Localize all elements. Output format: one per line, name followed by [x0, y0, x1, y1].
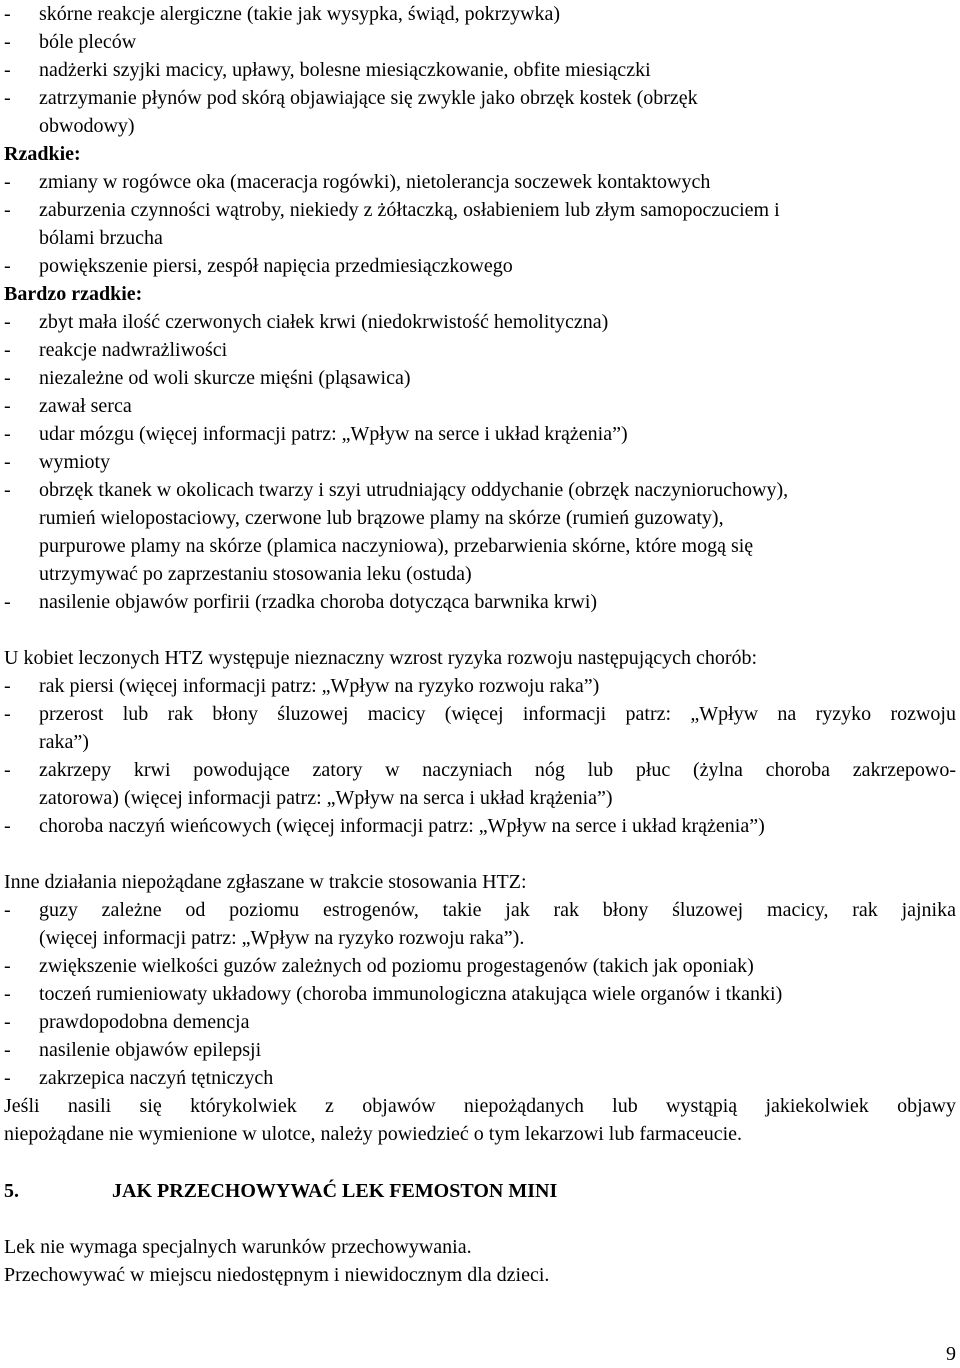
list-item-text: obrzęk tkanek w okolicach twarzy i szyi utrudniający oddychanie (obrzęk naczynioruchowy), — [39, 479, 789, 501]
list-item — [4, 0, 956, 28]
bullet-dash: - — [4, 367, 11, 389]
list-item — [4, 588, 956, 616]
list-item-text: zatrzymanie płynów pod skórą objawiające się zwykle jako obrzęk kostek (obrzęk — [39, 87, 698, 109]
htz-intro: U kobiet leczonych HTZ występuje nieznaczny wzrost ryzyka rozwoju następujących chorób: — [4, 647, 758, 669]
list-item-text: zbyt mała ilość czerwonych ciałek krwi (niedokrwistość hemolityczna) — [39, 311, 609, 333]
bullet-dash: - — [4, 171, 11, 193]
list-item-text: skórne reakcje alergiczne (takie jak wysypka, świąd, pokrzywka) — [39, 3, 561, 25]
list-item-continuation: zatorowa) (więcej informacji patrz: „Wpływ na serca i układ krążenia”) — [39, 787, 613, 809]
list-item — [4, 196, 956, 224]
storage-line: Lek nie wymaga specjalnych warunków przechowywania. — [4, 1236, 472, 1258]
bullet-dash: - — [4, 1011, 11, 1033]
bullet-dash: - — [4, 31, 11, 53]
bullet-dash: - — [4, 423, 11, 445]
bullet-dash: - — [4, 1067, 11, 1089]
list-item-text: bóle pleców — [39, 31, 137, 53]
list-item — [4, 756, 956, 784]
spacer — [4, 840, 956, 868]
spacer — [4, 1148, 956, 1176]
list-item — [4, 56, 956, 84]
list-item-continuation: purpurowe plamy na skórze (plamica naczyniowa), przebarwienia skórne, które mogą się — [39, 535, 754, 557]
section-title: JAK PRZECHOWYWAĆ LEK FEMOSTON MINI — [112, 1180, 558, 1202]
section-heading-rare: Rzadkie: — [4, 143, 81, 165]
list-item — [4, 168, 956, 196]
storage-line: Przechowywać w miejscu niedostępnym i niewidocznym dla dzieci. — [4, 1264, 550, 1286]
bullet-dash: - — [4, 479, 11, 501]
list-item-text: nasilenie objawów porfirii (rzadka choroba dotycząca barwnika krwi) — [39, 591, 598, 613]
list-item-text: zmiany w rogówce oka (maceracja rogówki), nietolerancja soczewek kontaktowych — [39, 171, 711, 193]
bullet-dash: - — [4, 199, 11, 221]
bullet-dash: - — [4, 815, 11, 837]
bullet-dash: - — [4, 311, 11, 333]
list-item — [4, 952, 956, 980]
list-item — [4, 476, 956, 504]
list-item-text: wymioty — [39, 451, 111, 473]
list-item-text: zakrzepica naczyń tętniczych — [39, 1067, 274, 1089]
list-item — [4, 1008, 956, 1036]
list-item — [4, 364, 956, 392]
list-item-text: guzy zależne od poziomu estrogenów, takie jak rak błony śluzowej macicy, rak jajnika — [39, 899, 956, 921]
list-item — [4, 1064, 956, 1092]
list-item — [4, 672, 956, 700]
bullet-dash: - — [4, 955, 11, 977]
list-item-text: prawdopodobna demencja — [39, 1011, 250, 1033]
list-item-text: nadżerki szyjki macicy, upławy, bolesne miesiączkowanie, obfite miesiączki — [39, 59, 651, 81]
list-item — [4, 448, 956, 476]
list-item-continuation: obwodowy) — [39, 115, 135, 137]
section-number: 5. — [4, 1180, 19, 1202]
bullet-dash: - — [4, 59, 11, 81]
bullet-dash: - — [4, 899, 11, 921]
list-item — [4, 28, 956, 56]
list-item-text: niezależne od woli skurcze mięśni (pląsawica) — [39, 367, 411, 389]
list-item-text: rak piersi (więcej informacji patrz: „Wpływ na ryzyko rozwoju raka”) — [39, 675, 600, 697]
bullet-dash: - — [4, 703, 11, 725]
list-item-continuation: (więcej informacji patrz: „Wpływ na ryzyko rozwoju raka”). — [39, 927, 525, 949]
list-item — [4, 812, 956, 840]
list-item-text: choroba naczyń wieńcowych (więcej informacji patrz: „Wpływ na serce i układ krążenia”) — [39, 815, 765, 837]
list-item-text: nasilenie objawów epilepsji — [39, 1039, 262, 1061]
bullet-dash: - — [4, 759, 11, 781]
list-item-text: powiększenie piersi, zespół napięcia przedmiesiączkowego — [39, 255, 513, 277]
list-item — [4, 1036, 956, 1064]
list-item-text: przerost lub rak błony śluzowej macicy (więcej informacji patrz: „Wpływ na ryzyko rozwoju — [39, 703, 956, 725]
list-item — [4, 700, 956, 728]
bullet-dash: - — [4, 395, 11, 417]
list-item-continuation: raka”) — [39, 731, 89, 753]
list-item — [4, 392, 956, 420]
closing-paragraph-line: niepożądane nie wymienione w ulotce, należy powiedzieć o tym lekarzowi lub farmaceucie. — [4, 1123, 743, 1145]
list-item-text: toczeń rumieniowaty układowy (choroba immunologiczna atakująca wiele organów i tkanki) — [39, 983, 783, 1005]
list-item — [4, 896, 956, 924]
section-5-heading — [4, 1177, 956, 1205]
list-item — [4, 308, 956, 336]
list-item-text: zawał serca — [39, 395, 132, 417]
spacer — [4, 1205, 956, 1233]
list-item — [4, 980, 956, 1008]
other-intro: Inne działania niepożądane zgłaszane w trakcie stosowania HTZ: — [4, 871, 527, 893]
list-item — [4, 336, 956, 364]
list-item-text: udar mózgu (więcej informacji patrz: „Wpływ na serce i układ krążenia”) — [39, 423, 628, 445]
bullet-dash: - — [4, 339, 11, 361]
bullet-dash: - — [4, 675, 11, 697]
bullet-dash: - — [4, 451, 11, 473]
bullet-dash: - — [4, 3, 11, 25]
list-item-continuation: utrzymywać po zaprzestaniu stosowania leku (ostuda) — [39, 563, 472, 585]
section-heading-very-rare: Bardzo rzadkie: — [4, 283, 143, 305]
bullet-dash: - — [4, 255, 11, 277]
list-item-text: zakrzepy krwi powodujące zatory w naczyniach nóg lub płuc (żylna choroba zakrzepowo- — [39, 759, 956, 781]
list-item — [4, 252, 956, 280]
bullet-dash: - — [4, 87, 11, 109]
list-item-continuation: rumień wielopostaciowy, czerwone lub brązowe plamy na skórze (rumień guzowaty), — [39, 507, 724, 529]
closing-paragraph-line: Jeśli nasili się którykolwiek z objawów niepożądanych lub wystąpią jakiekolwiek objawy — [4, 1095, 956, 1117]
list-item-continuation: bólami brzucha — [39, 227, 163, 249]
list-item-text: reakcje nadwrażliwości — [39, 339, 228, 361]
list-item — [4, 84, 956, 112]
page-number: 9 — [946, 1343, 956, 1365]
list-item — [4, 420, 956, 448]
spacer — [4, 616, 956, 644]
bullet-dash: - — [4, 1039, 11, 1061]
bullet-dash: - — [4, 591, 11, 613]
list-item-text: zwiększenie wielkości guzów zależnych od poziomu progestagenów (takich jak oponiak) — [39, 955, 754, 977]
bullet-dash: - — [4, 983, 11, 1005]
list-item-text: zaburzenia czynności wątroby, niekiedy z żółtaczką, osłabieniem lub złym samopoczuciem i — [39, 199, 780, 221]
